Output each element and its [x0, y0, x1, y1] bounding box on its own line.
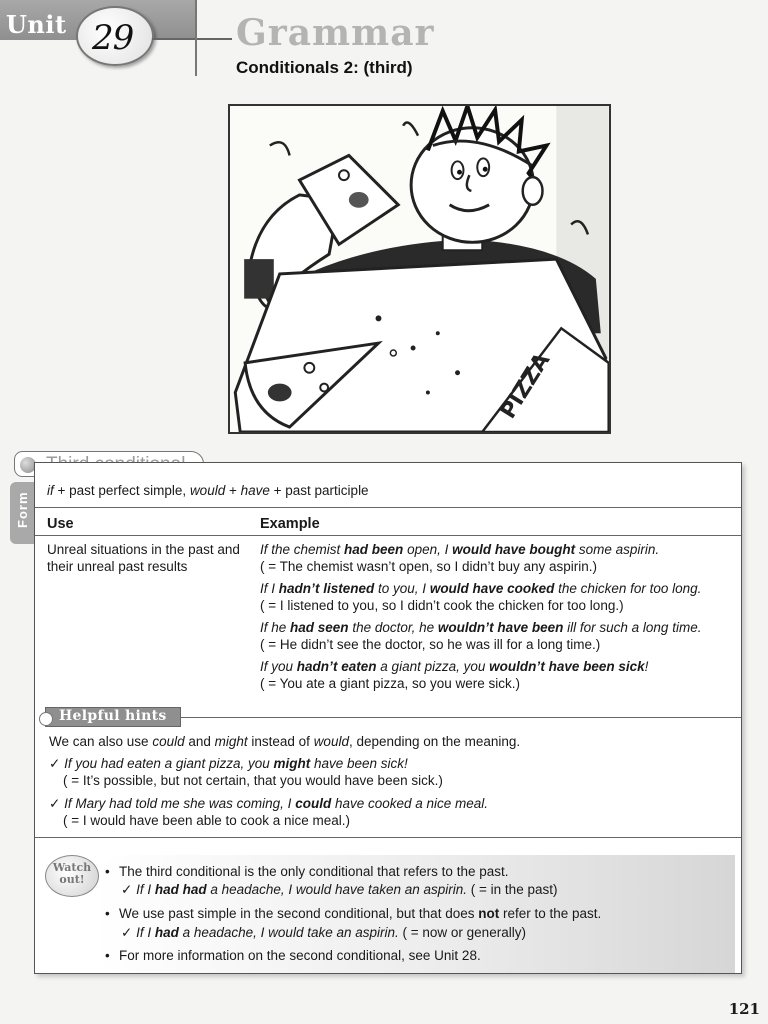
formula-part: +: [225, 483, 241, 498]
watch-out-point: • For more information on the second conditional, see Unit 28.: [105, 948, 481, 963]
header-divider: [195, 0, 197, 76]
bullet-icon: •: [105, 906, 110, 921]
watch-out-example: ✓ If I had had a headache, I would have taken an aspirin. ( = in the past): [121, 882, 558, 897]
example-gloss: ( = I listened to you, so I didn’t cook the chicken for too long.): [260, 598, 624, 613]
check-icon: ✓: [121, 925, 133, 940]
pizza-box-label: PIZZA: [495, 348, 556, 424]
hints-bullet-icon: [39, 712, 53, 726]
grammar-box: [34, 462, 742, 974]
header-rule: [152, 38, 232, 40]
bullet-icon: •: [105, 864, 110, 879]
form-formula: [47, 483, 369, 498]
divider: [35, 837, 741, 838]
example-item: If you hadn’t eaten a giant pizza, you wouldn’t have been sick! ( = You ate a giant pizza, so you were sick.): [260, 659, 649, 691]
formula-have: have: [240, 483, 270, 498]
example-item: If I hadn’t listened to you, I would have cooked the chicken for too long. ( = I listened to you, so I didn’t cook the chicken for too long.): [260, 581, 702, 613]
hint-gloss: ( = I would have been able to cook a nice meal.): [63, 813, 351, 828]
pizza-illustration: [228, 104, 611, 434]
page-number: 121: [728, 1000, 760, 1018]
example-item: If he had seen the doctor, he wouldn’t have been ill for such a long time. ( = He didn’t see the doctor, so he was ill for a long time.): [260, 620, 702, 652]
hints-intro: We can also use could and might instead of would, depending on the meaning.: [49, 734, 521, 749]
form-side-tab: [10, 482, 36, 544]
page-subtitle: Conditionals 2: (third): [236, 58, 413, 77]
hint-gloss: ( = It’s possible, but not certain, that you would have been sick.): [63, 773, 443, 788]
bullet-icon: •: [105, 948, 110, 963]
use-description: Unreal situations in the past and their unreal past results: [47, 542, 240, 574]
example-gloss: ( = He didn’t see the doctor, so he was ill for a long time.): [260, 637, 601, 652]
pizza-boy-drawing: [230, 106, 609, 432]
formula-part: + past participle: [269, 483, 369, 498]
watch-out-example: ✓ If I had a headache, I would take an aspirin. ( = now or generally): [121, 925, 526, 940]
divider: [35, 507, 741, 508]
example-gloss: ( = The chemist wasn’t open, so I didn’t buy any aspirin.): [260, 559, 598, 574]
formula-would: would: [189, 483, 226, 498]
example-header: Example: [260, 516, 320, 532]
unit-label: Unit: [6, 10, 67, 39]
watch-out-point: • We use past simple in the second conditional, but that does not refer to the past.: [105, 906, 602, 921]
use-header: Use: [47, 516, 74, 532]
hints-title: Helpful hints: [59, 708, 167, 724]
unit-number: 29: [92, 18, 134, 58]
formula-if: if: [47, 483, 54, 498]
check-icon: ✓: [121, 882, 133, 897]
watch-out-label: Watch out!: [52, 861, 92, 886]
form-side-label: Form: [15, 491, 30, 528]
page-title: Grammar: [236, 12, 435, 54]
hint-item: ✓ If you had eaten a giant pizza, you might have been sick! ( = It’s possible, but not certain, that you would have been sick.): [49, 756, 443, 788]
check-icon: ✓: [49, 756, 61, 771]
divider: [35, 535, 741, 536]
example-item: If the chemist had been open, I would have bought some aspirin. ( = The chemist wasn’t open, so I didn’t buy any aspirin.): [260, 542, 660, 574]
hint-item: ✓ If Mary had told me she was coming, I could have cooked a nice meal. ( = I would have been able to cook a nice meal.): [49, 796, 489, 828]
formula-part: + past perfect simple,: [53, 483, 190, 498]
example-gloss: ( = You ate a giant pizza, so you were sick.): [260, 676, 521, 691]
check-icon: ✓: [49, 796, 61, 811]
watch-out-point: • The third conditional is the only conditional that refers to the past.: [105, 864, 509, 879]
hints-rule: [181, 717, 741, 718]
